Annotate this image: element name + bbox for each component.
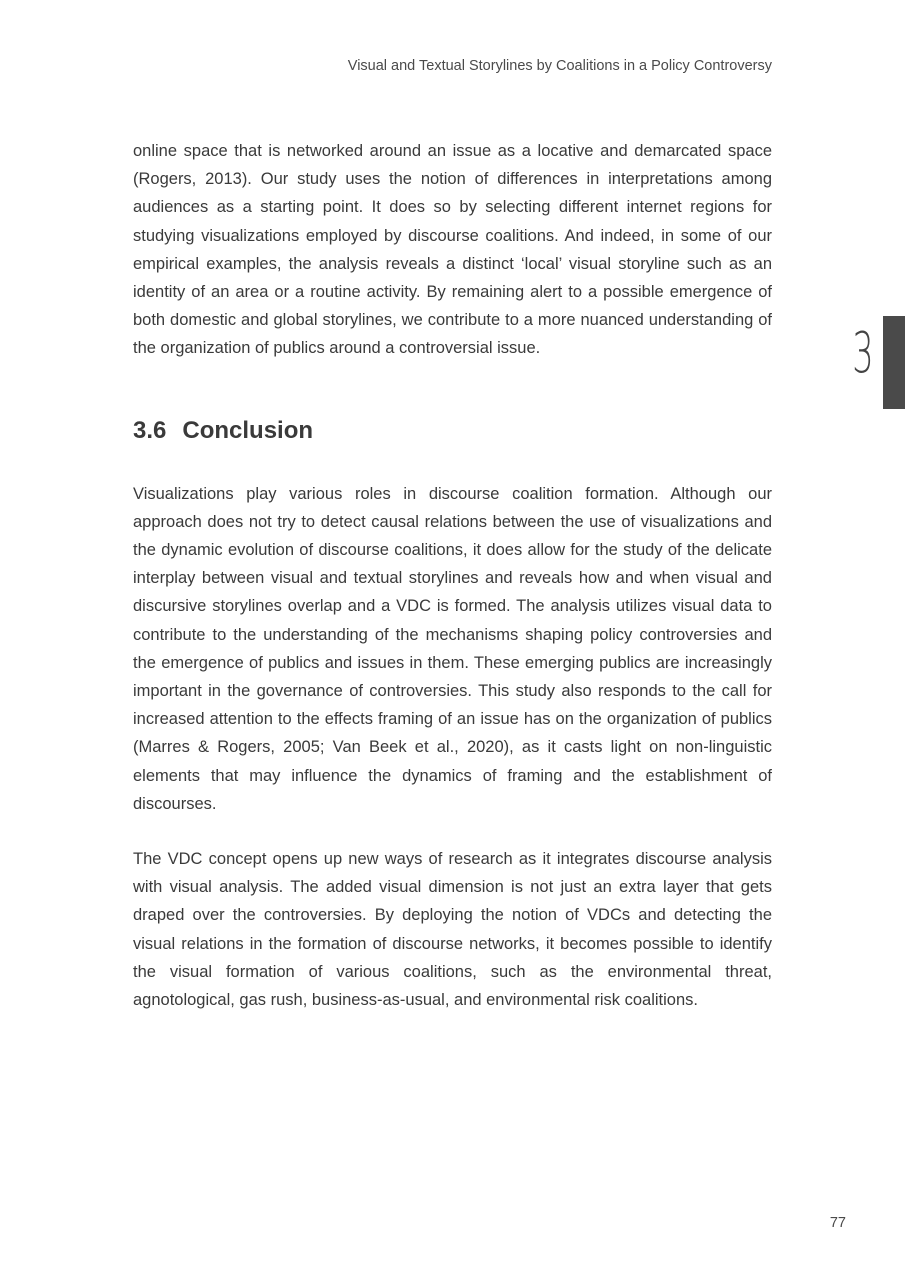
section-heading — [133, 416, 772, 446]
chapter-tab-marker — [883, 316, 905, 409]
chapter-number: 3 — [852, 321, 874, 386]
body-paragraph-1: online space that is networked around an issue as a locative and demarcated space (Rogers, 2013). Our study uses the notion of differences in interpretations among audiences as a starting point. It does so by selecting different internet regions for studying visualizations employed by discourse coalitions. And indeed, in some of our empirical examples, the analysis reveals a distinct ‘local’ visual storyline such as an identity of an area or a routine activity. By remaining alert to a possible emergence of both domestic and global storylines, we contribute to a more nuanced understanding of the organization of publics around a controversial issue. — [133, 142, 772, 358]
body-paragraph-2: Visualizations play various roles in discourse coalition formation. Although our approach does not try to detect causal relations between the use of visualizations and the dynamic evolution of discourse coalitions, it does allow for the study of the delicate interplay between visual and textual storylines and reveals how and when visual and discursive storylines overlap and a VDC is formed. The analysis utilizes visual data to contribute to the understanding of the mechanisms shaping policy controversies and the emergence of publics and issues in them. These emerging publics are increasingly important in the governance of controversies. This study also responds to the call for increased attention to the effects framing of an issue has on the organization of publics (Marres & Rogers, 2005; Van Beek et al., 2020), as it casts light on non-linguistic elements that may influence the dynamics of framing and the establishment of discourses. — [133, 484, 772, 813]
running-header: Visual and Textual Storylines by Coalitions in a Policy Controversy — [347, 58, 772, 74]
body-paragraph-3: The VDC concept opens up new ways of research as it integrates discourse analysis with visual analysis. The added visual dimension is not just an extra layer that gets draped over the controversies. By deploying the notion of VDCs and detecting the visual relations in the formation of discourse networks, it becomes possible to identify the visual formation of various coalitions, such as the environmental threat, agnotological, gas rush, business-as-usual, and environmental risk coalitions. — [133, 850, 772, 1010]
page-number: 77 — [829, 1215, 846, 1231]
section-title: Conclusion — [182, 416, 314, 444]
section-number: 3.6 — [133, 416, 167, 444]
page-content — [133, 137, 772, 1014]
